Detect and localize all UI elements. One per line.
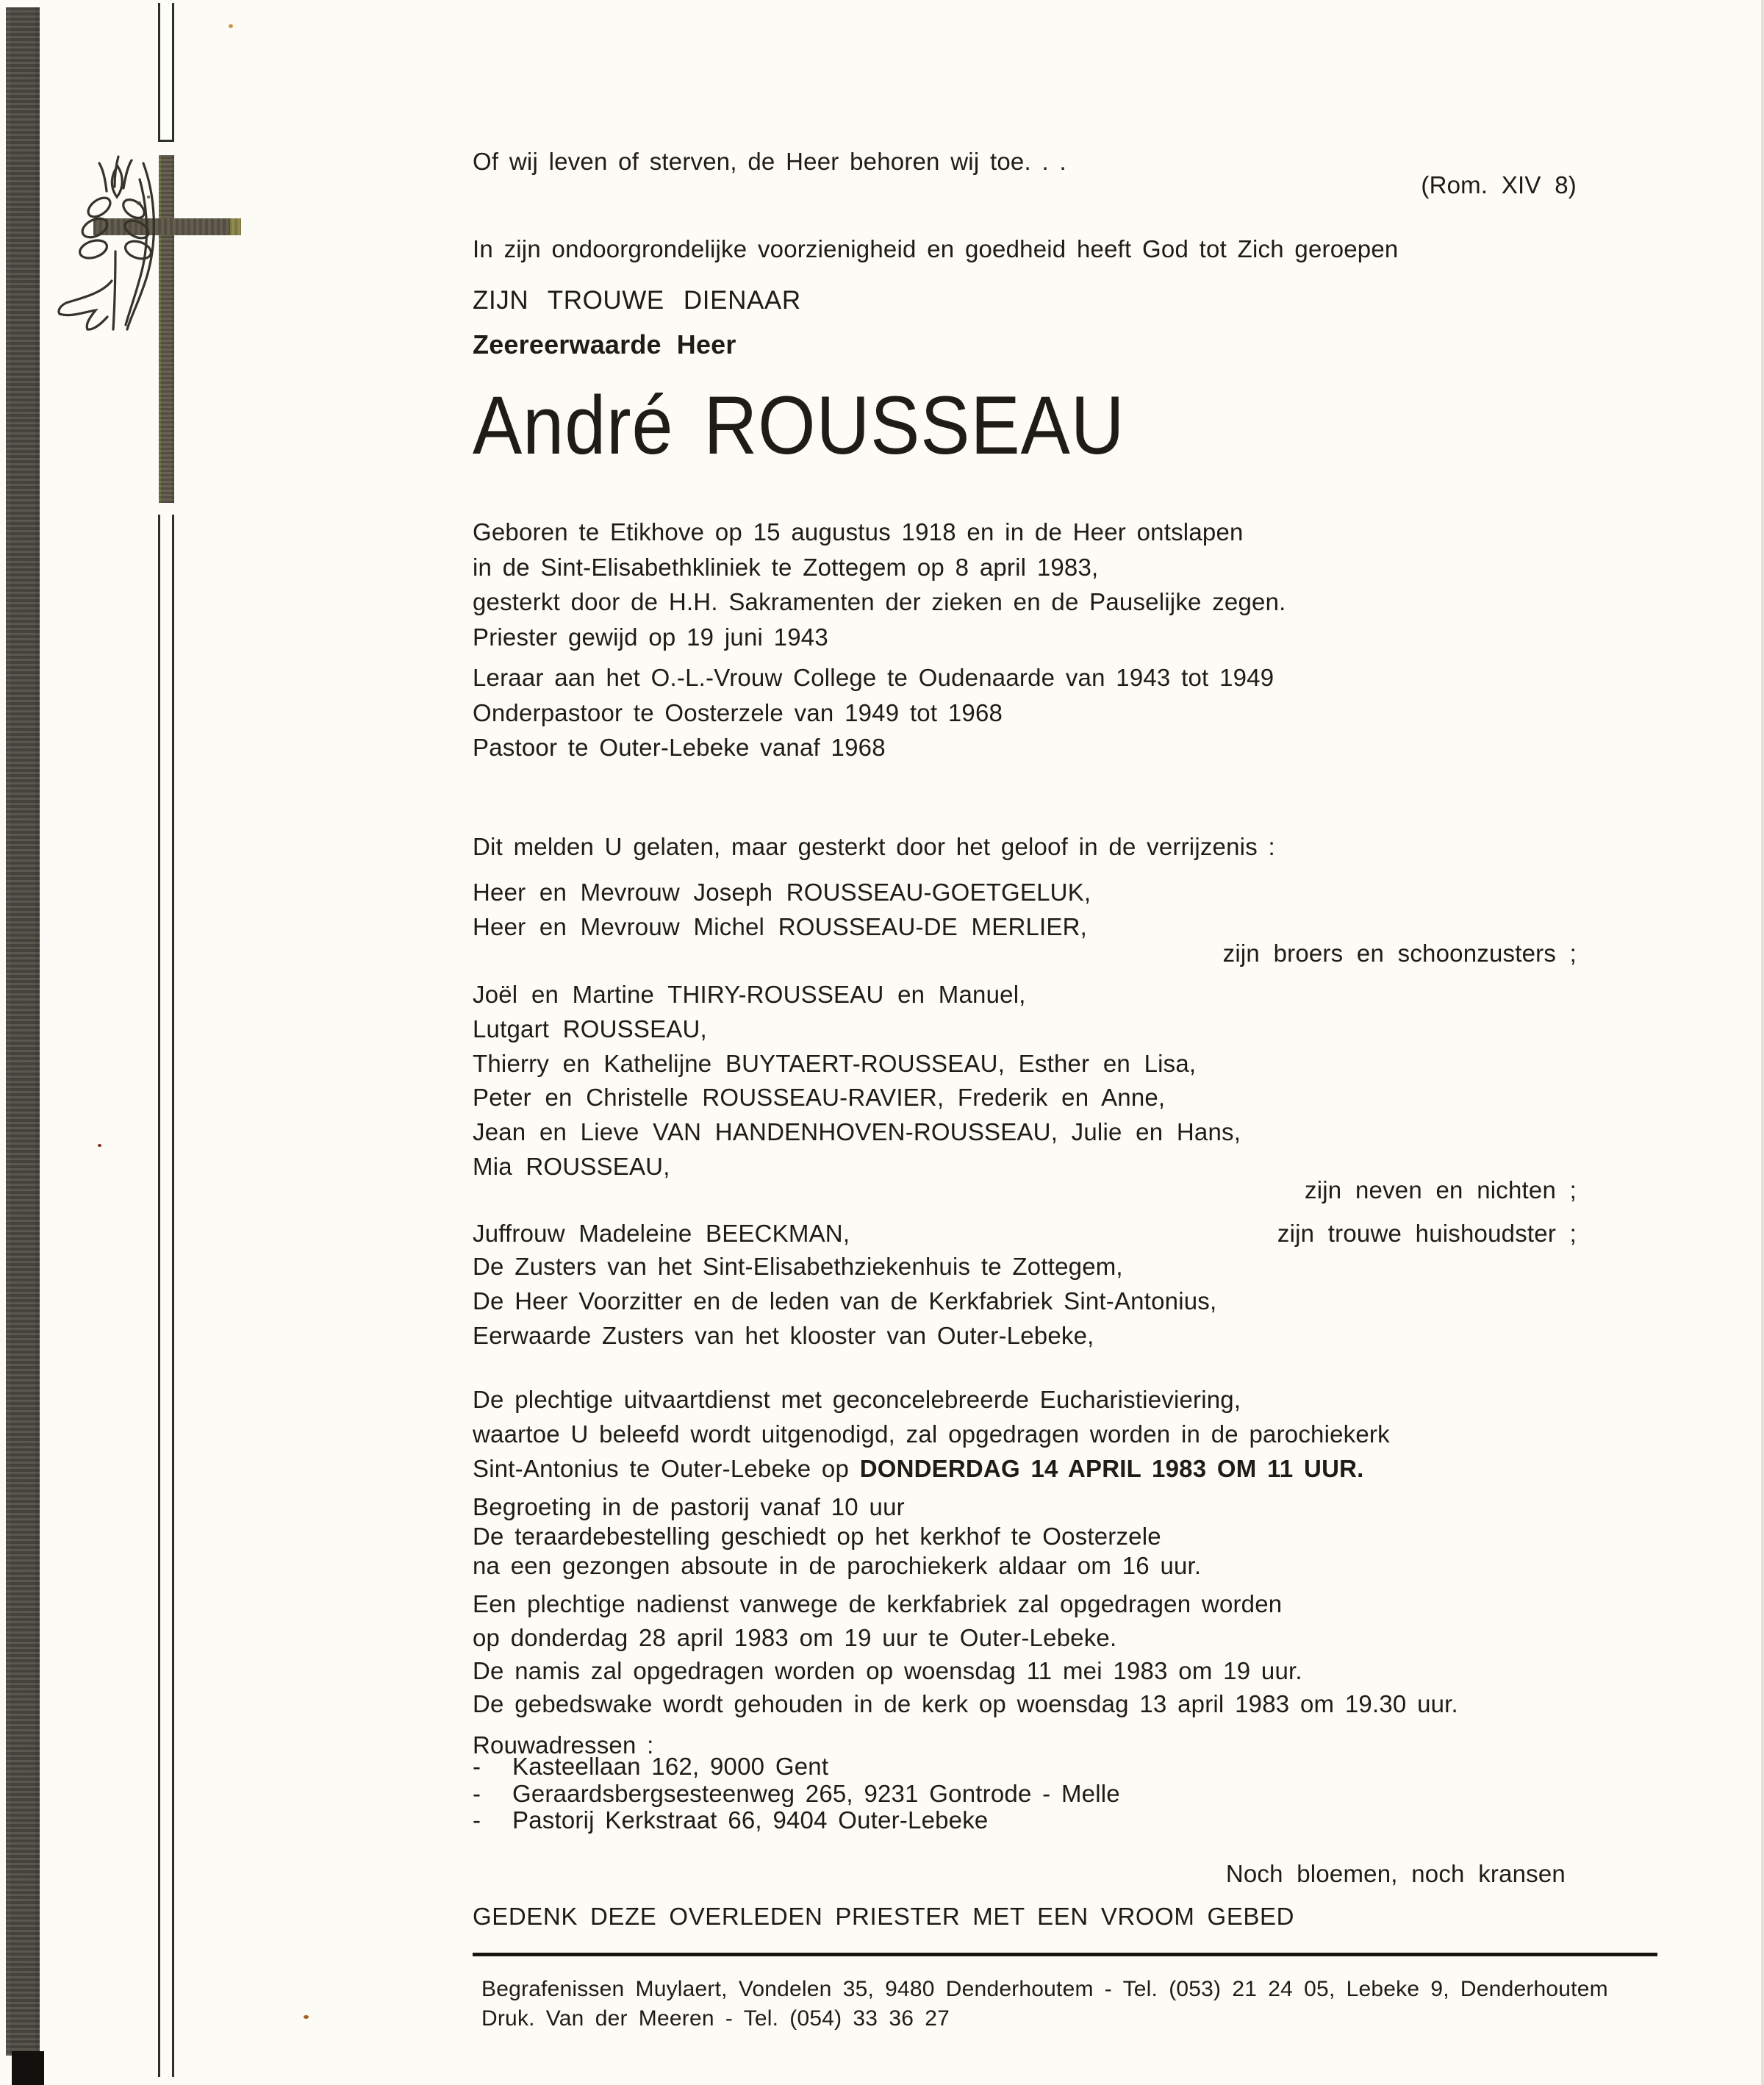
family-line: Heer en Mevrouw Joseph ROUSSEAU-GOETGELUK, [473, 879, 1091, 906]
biography-block-2 [473, 660, 1274, 765]
funeral-intro-block [473, 1382, 1390, 1486]
address-bullet: - [473, 1779, 481, 1807]
namis-line: De namis zal opgedragen worden op woensdag 11 mei 1983 om 19 uur. [473, 1657, 1302, 1684]
family-line: Heer en Mevrouw Michel ROUSSEAU-DE MERLIER, [473, 913, 1088, 940]
memorial-block [473, 1587, 1282, 1654]
right-scan-edge [1761, 0, 1764, 2085]
scripture-reference: (Rom. XIV 8) [1421, 171, 1577, 199]
vertical-rail-top [158, 3, 174, 142]
intro-line: In zijn ondoorgrondelijke voorzienigheid en goedheid heeft God tot Zich geroepen [473, 235, 1399, 262]
vertical-rail-bottom [158, 515, 174, 2077]
footer-block [481, 1975, 1608, 2034]
scripture-quote: Of wij leven of sterven, de Heer behoren wij toe. . . [473, 148, 1066, 175]
scan-speck [147, 196, 150, 199]
deceased-name: André ROUSSEAU [473, 379, 1125, 471]
no-flowers-line: Noch bloemen, noch kransen [1225, 1860, 1566, 1887]
scan-speck [304, 2015, 309, 2019]
family-line: De Heer Voorzitter en de leden van de Kerkfabriek Sint-Antonius, [473, 1287, 1217, 1315]
bio-line: in de Sint-Elisabethkliniek te Zottegem op 8 april 1983, [473, 553, 1099, 581]
greeting-line: Begroeting in de pastorij vanaf 10 uur [473, 1493, 905, 1520]
family-line: Lutgart ROUSSEAU, [473, 1015, 707, 1042]
funeral-datetime: DONDERDAG 14 APRIL 1983 OM 11 UUR. [859, 1455, 1364, 1482]
nieces-block [473, 978, 1241, 1184]
vigil-line: De gebedswake wordt gehouden in de kerk op woensdag 13 april 1983 om 19.30 uur. [473, 1690, 1458, 1717]
family-line: De Zusters van het Sint-Elisabethziekenhuis te Zottegem, [473, 1253, 1123, 1280]
address-text: Pastorij Kerkstraat 66, 9404 Outer-Lebeke [512, 1806, 989, 1834]
bio-line: gesterkt door de H.H. Sakramenten der zieken en de Pauselijke zegen. [473, 588, 1286, 615]
family-line: Eerwaarde Zusters van het klooster van Outer-Lebeke, [473, 1322, 1094, 1349]
funeral-date-line [473, 1451, 1390, 1486]
announcement-line: Dit melden U gelaten, maar gesterkt door het geloof in de verrijzenis : [473, 833, 1275, 860]
address-bullet: - [473, 1806, 481, 1834]
bio-line: Onderpastoor te Oosterzele van 1949 tot 1968 [473, 698, 1003, 726]
address-text: Kasteellaan 162, 9000 Gent [512, 1753, 829, 1780]
bio-line: Geboren te Etikhove op 15 augustus 1918 en in de Heer ontslapen [473, 518, 1244, 546]
remember-line: GEDENK DEZE OVERLEDEN PRIESTER MET EEN VROOM GEBED [473, 1903, 1295, 1930]
funeral-location: Sint-Antonius te Outer-Lebeke op [473, 1455, 860, 1482]
funeral-line: De plechtige uitvaartdienst met geconcelebreerde Eucharistieviering, [473, 1386, 1241, 1413]
scan-speck [98, 1144, 101, 1147]
family-line: Joël en Martine THIRY-ROUSSEAU en Manuel, [473, 981, 1026, 1008]
left-scan-band [6, 7, 40, 2056]
family-line: Jean en Lieve VAN HANDENHOVEN-ROUSSEAU, Julie en Hans, [473, 1118, 1241, 1146]
brothers-role: zijn broers en schoonzusters ; [1222, 940, 1577, 967]
housekeeper-role: zijn trouwe huishoudster ; [1277, 1220, 1577, 1247]
address-item [473, 1753, 1120, 1781]
biography-block-1 [473, 515, 1286, 654]
burial-line: De teraardebestelling geschiedt op het kerkhof te Oosterzele [473, 1523, 1161, 1550]
bio-line: Pastoor te Outer-Lebeke vanaf 1968 [473, 734, 886, 761]
bio-line: Priester gewijd op 19 juni 1943 [473, 623, 828, 651]
others-block [473, 1249, 1216, 1353]
memorial-line: Een plechtige nadienst vanwege de kerkfabriek zal opgedragen worden [473, 1590, 1283, 1617]
address-item [473, 1781, 1120, 1808]
address-bullet: - [473, 1753, 481, 1780]
family-line: Peter en Christelle ROUSSEAU-RAVIER, Frederik en Anne, [473, 1084, 1166, 1112]
housekeeper-name: Juffrouw Madeleine BEECKMAN, [473, 1220, 850, 1247]
memorial-line: op donderdag 28 april 1983 om 19 uur te Outer-Lebeke. [473, 1623, 1117, 1651]
funeral-line: waartoe U beleefd wordt uitgenodigd, zal opgedragen worden in de parochiekerk [473, 1420, 1390, 1448]
wheat-stalk-icon [44, 154, 169, 335]
family-line: Mia ROUSSEAU, [473, 1152, 670, 1180]
addresses-heading: Rouwadressen : [473, 1731, 654, 1759]
nieces-role: zijn neven en nichten ; [1305, 1176, 1577, 1204]
addresses-list [473, 1753, 1120, 1834]
housekeeper-row [473, 1220, 1577, 1248]
burial-block [473, 1522, 1201, 1580]
footer-line-undertaker: Begrafenissen Muylaert, Vondelen 35, 9480 Denderhoutem - Tel. (053) 21 24 05, Lebeke 9, Denderhoutem [481, 1977, 1608, 2001]
family-line: Thierry en Kathelijne BUYTAERT-ROUSSEAU, Esther en Lisa, [473, 1049, 1197, 1077]
scan-speck [229, 24, 233, 28]
address-text: Geraardsbergsesteenweg 265, 9231 Gontrode - Melle [512, 1779, 1120, 1807]
scan-speck [137, 201, 141, 205]
burial-line: na een gezongen absoute in de parochiekerk aldaar om 16 uur. [473, 1551, 1202, 1579]
footer-line-printer: Druk. Van der Meeren - Tel. (054) 33 36 27 [481, 2006, 950, 2031]
footer-rule [473, 1953, 1657, 1956]
title-heading: Zeereerwaarde Heer [473, 329, 736, 360]
bio-line: Leraar aan het O.-L.-Vrouw College te Oudenaarde van 1943 tot 1949 [473, 664, 1274, 691]
left-scan-band-foot [12, 2051, 44, 2085]
address-item [473, 1807, 1120, 1834]
servant-heading: ZIJN TROUWE DIENAAR [473, 286, 801, 315]
brothers-block [473, 875, 1091, 944]
